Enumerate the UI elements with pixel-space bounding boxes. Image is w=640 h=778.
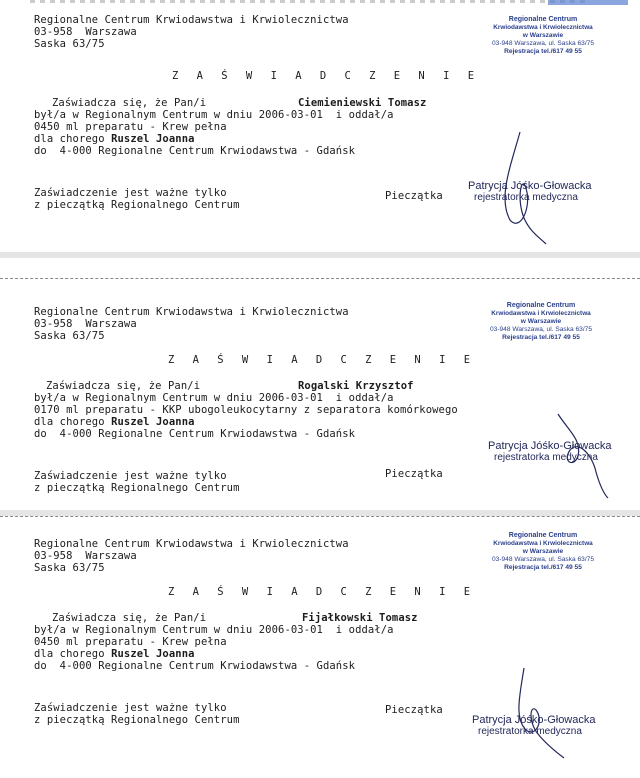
stamp-line-2: Krwiodawstwa i Krwiolecznictwa (493, 540, 593, 547)
cert-patient-prefix: dla chorego (34, 416, 112, 428)
stamp-line-2: Krwiodawstwa i Krwiolecznictwa (493, 24, 593, 31)
cert-header-street: Saska 63/75 (34, 562, 105, 574)
cert-patient-name: Ruszel Joanna (111, 648, 195, 660)
scan-edge (30, 0, 590, 3)
registration-stamp (468, 532, 618, 572)
cert-visit-line: był/a w Regionalnym Centrum w dniu 2006-03-01 i oddał/a (34, 392, 394, 404)
registrar-role: rejestratorka medyczna (494, 452, 598, 463)
cert-validity-2: z pieczątką Regionalnego Centrum (34, 482, 240, 494)
cert-patient-name: Ruszel Joanna (111, 416, 195, 428)
stamp-line-2: Krwiodawstwa i Krwiolecznictwa (491, 310, 591, 317)
cert-patient-line (34, 133, 195, 145)
cut-line (0, 516, 640, 517)
cert-donor-name: Ciemieniewski Tomasz (298, 97, 427, 109)
cert-destination-line: do 4-000 Regionalne Centrum Krwiodawstwa - Gdańsk (34, 660, 356, 672)
stamp-line-5: Rejestracja tel./617 49 55 (504, 48, 582, 55)
cert-validity-2: z pieczątką Regionalnego Centrum (34, 714, 240, 726)
registration-stamp (466, 302, 616, 342)
cert-header-street: Saska 63/75 (34, 330, 105, 342)
cert-donor-name: Rogalski Krzysztof (298, 380, 414, 392)
registrar-name: Patrycja Jóśko-Głowacka (472, 714, 596, 726)
cert-preparation-line: 0450 ml preparatu - Krew pełna (34, 121, 227, 133)
stamp-line-1: Regionalne Centrum (508, 532, 578, 539)
cert-validity-1: Zaświadczenie jest ważne tylko (34, 702, 227, 714)
cert-intro: Zaświadcza się, że Pan/i (52, 612, 207, 624)
cert-header-postal: 03-958 Warszawa (34, 26, 137, 38)
cert-preparation-line: 0170 ml preparatu - KKP ubogoleukocytarny z separatora komórkowego (34, 404, 458, 416)
cert-validity-1: Zaświadczenie jest ważne tylko (34, 470, 227, 482)
cert-intro: Zaświadcza się, że Pan/i (46, 380, 201, 392)
cert-destination-line: do 4-000 Regionalne Centrum Krwiodawstwa - Gdańsk (34, 145, 356, 157)
stamp-line-1: Regionalne Centrum (506, 302, 576, 309)
cert-patient-line (34, 648, 195, 660)
registrar-signature (472, 714, 632, 738)
registrar-signature (468, 180, 628, 204)
registrar-role: rejestratorka medyczna (478, 726, 582, 737)
stamp-line-5: Rejestracja tel./617 49 55 (502, 334, 580, 341)
stamp-line-3: w Warszawie (522, 32, 564, 39)
cert-header-name: Regionalne Centrum Krwiodawstwa i Krwiolecznictwa (34, 538, 349, 550)
cert-destination-line: do 4-000 Regionalne Centrum Krwiodawstwa - Gdańsk (34, 428, 356, 440)
scan-edge-blue (548, 0, 628, 5)
registrar-name: Patrycja Jóśko-Głowacka (468, 180, 592, 192)
cert-validity-2: z pieczątką Regionalnego Centrum (34, 199, 240, 211)
cut-line (0, 278, 640, 279)
cert-header-postal: 03-958 Warszawa (34, 550, 137, 562)
cert-title: Z A Ś W I A D C Z E N I E (168, 586, 477, 598)
cert-patient-prefix: dla chorego (34, 133, 112, 145)
registration-stamp (468, 16, 618, 56)
stamp-line-4: 03-948 Warszawa, ul. Saska 63/75 (491, 556, 594, 563)
cert-visit-line: był/a w Regionalnym Centrum w dniu 2006-03-01 i oddał/a (34, 624, 394, 636)
registrar-signature (488, 440, 640, 464)
cert-preparation-line: 0450 ml preparatu - Krew pełna (34, 636, 227, 648)
cert-stamp-label: Pieczątka (385, 468, 443, 480)
cert-title: Z A Ś W I A D C Z E N I E (172, 70, 481, 82)
stamp-line-4: 03-948 Warszawa, ul. Saska 63/75 (491, 40, 594, 47)
cert-validity-1: Zaświadczenie jest ważne tylko (34, 187, 227, 199)
stamp-line-1: Regionalne Centrum (508, 16, 578, 23)
cert-header-name: Regionalne Centrum Krwiodawstwa i Krwiolecznictwa (34, 306, 349, 318)
cert-patient-prefix: dla chorego (34, 648, 112, 660)
stamp-line-5: Rejestracja tel./617 49 55 (504, 564, 582, 571)
cert-donor-name: Fijałkowski Tomasz (302, 612, 418, 624)
cert-stamp-label: Pieczątka (385, 190, 443, 202)
cert-header-postal: 03-958 Warszawa (34, 318, 137, 330)
cert-visit-line: był/a w Regionalnym Centrum w dniu 2006-03-01 i oddał/a (34, 109, 394, 121)
registrar-role: rejestratorka medyczna (474, 192, 578, 203)
cert-header-street: Saska 63/75 (34, 38, 105, 50)
cert-patient-line (34, 416, 195, 428)
stamp-line-3: w Warszawie (522, 548, 564, 555)
cert-patient-name: Ruszel Joanna (111, 133, 195, 145)
scan-band (0, 252, 640, 258)
registrar-name: Patrycja Jóśko-Głowacka (488, 440, 612, 452)
cert-header-name: Regionalne Centrum Krwiodawstwa i Krwiolecznictwa (34, 14, 349, 26)
cert-stamp-label: Pieczątka (385, 704, 443, 716)
cert-intro: Zaświadcza się, że Pan/i (52, 97, 207, 109)
stamp-line-3: w Warszawie (520, 318, 562, 325)
stamp-line-4: 03-948 Warszawa, ul. Saska 63/75 (489, 326, 592, 333)
cert-title: Z A Ś W I A D C Z E N I E (168, 354, 477, 366)
